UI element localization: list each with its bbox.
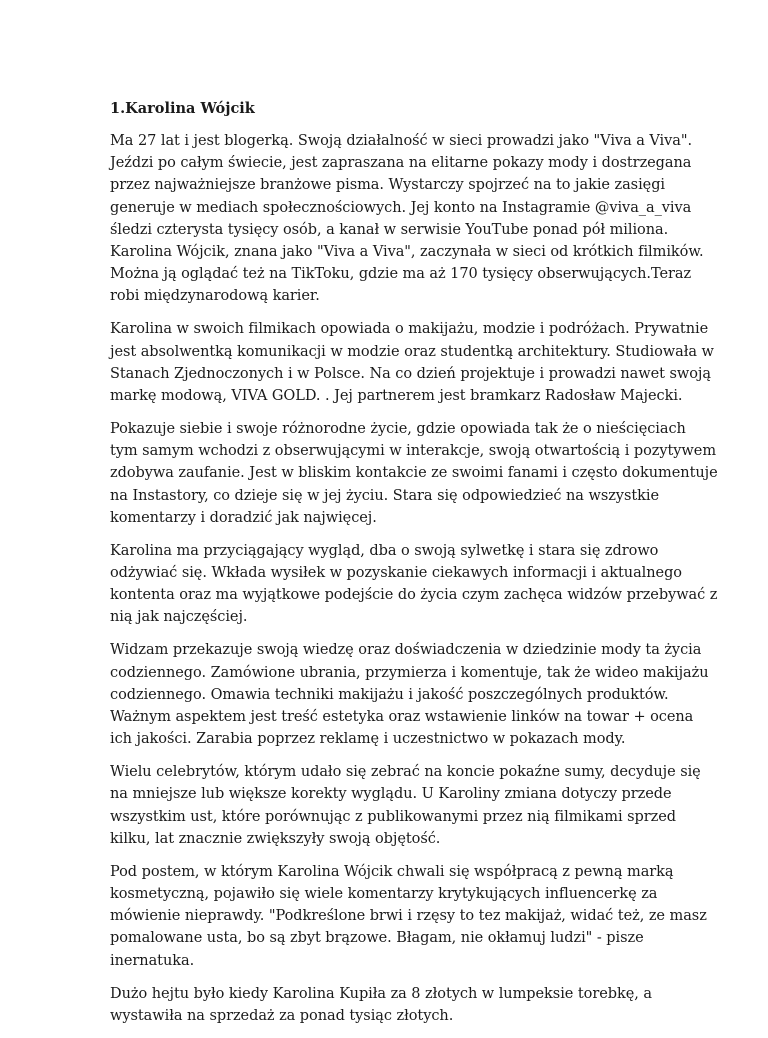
paragraph-7: Pod postem, w którym Karolina Wójcik chwali się współpracą z pewną marką kosmetyczną, pojawiło się wiele komentarzy krytykujących influencerkę za mówienie nieprawdy. "Podkreślone brwi i rzęsy to tez makijaż, widać też, ze masz pomalowane usta, bo są zbyt brązowe. Błagam, nie okłamuj ludzi" - pisze inernatuka. [110,863,707,969]
paragraph-8: Dużo hejtu było kiedy Karolina Kupiła za 8 złotych w lumpeksie torebkę, a wystawiła na sprzedaż za ponad tysiąc złotych. [110,985,652,1024]
paragraph-6: Wielu celebrytów, którym udało się zebrać na koncie pokaźne sumy, decyduje się na mniejsze lub większe korekty wyglądu. U Karoliny zmiana dotyczy przede wszystkim ust, które porównując z publikowanymi przez nią filmikami sprzed kilku, lat znacznie zwiększyły swoją objętość. [110,764,701,847]
document-heading: 1.Karolina Wójcik [110,100,255,117]
paragraph-5: Widzam przekazuje swoją wiedzę oraz doświadczenia w dziedzinie mody ta życia codziennego. Zamówione ubrania, przymierza i komentuje, tak że wideo makijażu codziennego. Omawia techniki makijażu i jakość poszczególnych produktów. Ważnym aspektem jest treść estetyka oraz wstawienie linków na towar + ocena ich jakości. Zarabia poprzez reklamę i uczestnictwo w pokazach mody. [110,642,709,748]
paragraph-1: Ma 27 lat i jest blogerką. Swoją działalność w sieci prowadzi jako "Viva a Viva". Jeździ po całym świecie, jest zapraszana na elitarne pokazy mody i dostrzegana przez najważniejsze branżowe pisma. Wystarczy spojrzeć na to jakie zasięgi generuje w mediach społecznościowych. Jej konto na Instagramie @viva_a_viva śledzi czterysta tysięcy osób, a kanał w serwisie YouTube ponad pół miliona. Karolina Wójcik, znana jako "Viva a Viva", zaczynała w sieci od krótkich filmików. Można ją oglądać też na TikToku, gdzie ma aż 170 tysięcy obserwujących.Teraz robi międzynarodową karier. [110,133,704,305]
paragraph-3: Pokazuje siebie i swoje różnorodne życie, gdzie opowiada tak że o nieścięciach tym samym wchodzi z obserwującymi w interakcje, swoją otwartością i pozytywem zdobywa zaufanie. Jest w bliskim kontakcie ze swoimi fanami i często dokumentuje na Instastory, co dzieje się w jej życiu. Stara się odpowiedzieć na wszystkie komentarzy i doradzić jak najwięcej. [110,421,718,526]
document-page [110,98,718,1038]
paragraph-2: Karolina w swoich filmikach opowiada o makijażu, modzie i podróżach. Prywatnie jest absolwentką komunikacji w modzie oraz studentką architektury. Studiowała w Stanach Zjednoczonych i w Polsce. Na co dzień projektuje i prowadzi nawet swoją markę modową, VIVA GOLD. . Jej partnerem jest bramkarz Radosław Majecki. [110,321,714,405]
paragraph-4: Karolina ma przyciągający wygląd, dba o swoją sylwetkę i stara się zdrowo odżywiać się. Wkłada wysiłek w pozyskanie ciekawych informacji i aktualnego kontenta oraz ma wyjątkowe podejście do życia czym zachęca widzów przebywać z nią jak najczęściej. [110,542,718,626]
